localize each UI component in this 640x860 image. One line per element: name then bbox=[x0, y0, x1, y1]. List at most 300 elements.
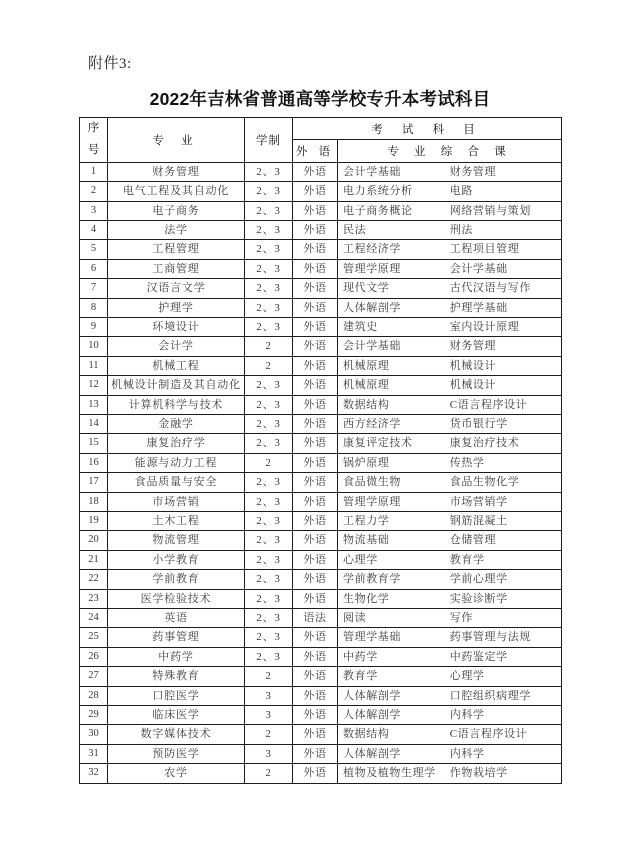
table-row bbox=[80, 240, 562, 259]
cell-sequence: 3 bbox=[80, 201, 108, 220]
cell-foreign-language: 外语 bbox=[293, 647, 338, 666]
cell-comprehensive bbox=[338, 356, 562, 375]
table-row bbox=[80, 667, 562, 686]
table-row bbox=[80, 744, 562, 763]
comprehensive-subject-1: 会计学基础 bbox=[343, 340, 401, 353]
comprehensive-subjects bbox=[338, 163, 561, 181]
comprehensive-subject-2: 食品生物化学 bbox=[449, 476, 520, 489]
cell-major: 中药学 bbox=[108, 647, 245, 666]
cell-major: 机械工程 bbox=[108, 356, 245, 375]
table-header bbox=[80, 118, 562, 163]
comprehensive-subject-1: 机械原理 bbox=[343, 379, 390, 392]
comprehensive-subject-2: 会计学基础 bbox=[449, 262, 508, 275]
cell-comprehensive bbox=[338, 531, 562, 550]
comprehensive-subjects bbox=[338, 473, 561, 491]
column-header-comprehensive: 专 业 综 合 课 bbox=[338, 140, 562, 162]
cell-comprehensive bbox=[338, 376, 562, 395]
cell-system: 2 bbox=[245, 725, 293, 744]
cell-system: 2、3 bbox=[245, 182, 293, 201]
cell-system: 2、3 bbox=[245, 220, 293, 239]
cell-system: 2、3 bbox=[245, 609, 293, 628]
cell-system: 2、3 bbox=[245, 492, 293, 511]
comprehensive-subject-2: 工程项目管理 bbox=[449, 243, 520, 256]
cell-foreign-language: 外语 bbox=[293, 220, 338, 239]
comprehensive-subjects bbox=[338, 202, 561, 220]
cell-major: 英语 bbox=[108, 609, 245, 628]
cell-foreign-language: 外语 bbox=[293, 356, 338, 375]
cell-foreign-language: 外语 bbox=[293, 512, 338, 531]
cell-foreign-language: 外语 bbox=[293, 686, 338, 705]
comprehensive-subject-2: 写作 bbox=[449, 612, 473, 625]
cell-foreign-language: 外语 bbox=[293, 667, 338, 686]
comprehensive-subjects bbox=[338, 609, 561, 627]
comprehensive-subject-2: 财务管理 bbox=[449, 165, 497, 178]
cell-major: 市场营销 bbox=[108, 492, 245, 511]
comprehensive-subject-1: 管理学基础 bbox=[343, 631, 401, 644]
table-row bbox=[80, 279, 562, 298]
cell-foreign-language: 外语 bbox=[293, 706, 338, 725]
cell-comprehensive bbox=[338, 706, 562, 725]
cell-major: 农学 bbox=[108, 764, 245, 783]
cell-major: 数字媒体技术 bbox=[108, 725, 245, 744]
table-row bbox=[80, 220, 562, 239]
cell-foreign-language: 外语 bbox=[293, 414, 338, 433]
cell-sequence: 27 bbox=[80, 667, 108, 686]
comprehensive-subject-1: 建筑史 bbox=[343, 320, 378, 333]
table-row bbox=[80, 259, 562, 278]
cell-comprehensive bbox=[338, 570, 562, 589]
cell-sequence: 5 bbox=[80, 240, 108, 259]
table-row bbox=[80, 725, 562, 744]
cell-sequence: 29 bbox=[80, 706, 108, 725]
table-row bbox=[80, 453, 562, 472]
cell-major: 口腔医学 bbox=[108, 686, 245, 705]
exam-subjects-table-container bbox=[79, 117, 561, 784]
table-row bbox=[80, 201, 562, 220]
table-row bbox=[80, 356, 562, 375]
comprehensive-subjects bbox=[338, 260, 561, 278]
cell-sequence: 12 bbox=[80, 376, 108, 395]
cell-sequence: 17 bbox=[80, 473, 108, 492]
cell-comprehensive bbox=[338, 744, 562, 763]
cell-foreign-language: 外语 bbox=[293, 589, 338, 608]
cell-system: 2、3 bbox=[245, 628, 293, 647]
cell-major: 药事管理 bbox=[108, 628, 245, 647]
comprehensive-subject-1: 数据结构 bbox=[343, 728, 390, 741]
cell-foreign-language: 外语 bbox=[293, 434, 338, 453]
column-header-sequence bbox=[80, 118, 108, 163]
cell-major: 工程管理 bbox=[108, 240, 245, 259]
comprehensive-subjects bbox=[338, 745, 561, 763]
cell-comprehensive bbox=[338, 259, 562, 278]
cell-sequence: 26 bbox=[80, 647, 108, 666]
cell-system: 2 bbox=[245, 356, 293, 375]
table-row bbox=[80, 434, 562, 453]
cell-sequence: 14 bbox=[80, 414, 108, 433]
cell-major: 能源与动力工程 bbox=[108, 453, 245, 472]
cell-major: 食品质量与安全 bbox=[108, 473, 245, 492]
cell-major: 小学教育 bbox=[108, 550, 245, 569]
comprehensive-subject-2: 钢筋混凝土 bbox=[449, 515, 508, 527]
comprehensive-subject-1: 学前教育学 bbox=[343, 573, 401, 586]
comprehensive-subjects bbox=[338, 454, 561, 472]
cell-system: 3 bbox=[245, 706, 293, 725]
cell-comprehensive bbox=[338, 337, 562, 356]
comprehensive-subject-1: 物流基础 bbox=[343, 534, 390, 547]
cell-comprehensive bbox=[338, 492, 562, 511]
cell-major: 计算机科学与技术 bbox=[108, 395, 245, 414]
cell-major: 预防医学 bbox=[108, 744, 245, 763]
comprehensive-subject-1: 工程力学 bbox=[343, 515, 390, 527]
cell-sequence: 1 bbox=[80, 162, 108, 181]
cell-comprehensive bbox=[338, 279, 562, 298]
cell-comprehensive bbox=[338, 764, 562, 783]
sequence-header-char-1: 序 bbox=[87, 122, 100, 134]
cell-comprehensive bbox=[338, 162, 562, 181]
comprehensive-subject-2: 中药鉴定学 bbox=[449, 650, 508, 663]
comprehensive-subject-1: 植物及植物生理学 bbox=[343, 767, 436, 780]
comprehensive-subject-1: 数据结构 bbox=[343, 398, 390, 411]
cell-foreign-language: 外语 bbox=[293, 725, 338, 744]
comprehensive-subject-1: 西方经济学 bbox=[343, 417, 401, 430]
cell-sequence: 32 bbox=[80, 764, 108, 783]
cell-major: 康复治疗学 bbox=[108, 434, 245, 453]
cell-foreign-language: 外语 bbox=[293, 453, 338, 472]
cell-sequence: 24 bbox=[80, 609, 108, 628]
cell-major: 护理学 bbox=[108, 298, 245, 317]
cell-system: 3 bbox=[245, 686, 293, 705]
cell-major: 法学 bbox=[108, 220, 245, 239]
comprehensive-subjects bbox=[338, 628, 561, 646]
cell-foreign-language: 外语 bbox=[293, 317, 338, 336]
comprehensive-subjects bbox=[338, 570, 561, 588]
cell-foreign-language: 外语 bbox=[293, 298, 338, 317]
comprehensive-subject-2: 康复治疗技术 bbox=[449, 437, 520, 450]
comprehensive-subject-1: 人体解剖学 bbox=[343, 689, 401, 702]
table-row bbox=[80, 395, 562, 414]
comprehensive-subject-2: 货币银行学 bbox=[449, 417, 508, 430]
cell-major: 土木工程 bbox=[108, 512, 245, 531]
cell-foreign-language: 语法 bbox=[293, 609, 338, 628]
cell-major: 会计学 bbox=[108, 337, 245, 356]
comprehensive-subject-2: 机械设计 bbox=[449, 379, 497, 392]
cell-comprehensive bbox=[338, 453, 562, 472]
exam-subjects-table bbox=[79, 117, 562, 784]
table-row bbox=[80, 609, 562, 628]
comprehensive-subject-1: 教育学 bbox=[343, 670, 378, 683]
comprehensive-subject-1: 会计学基础 bbox=[343, 165, 401, 178]
comprehensive-subjects bbox=[338, 434, 561, 452]
cell-sequence: 31 bbox=[80, 744, 108, 763]
comprehensive-subject-1: 管理学原理 bbox=[343, 495, 401, 508]
comprehensive-subject-2: C语言程序设计 bbox=[449, 728, 528, 741]
cell-comprehensive bbox=[338, 667, 562, 686]
cell-system: 2 bbox=[245, 764, 293, 783]
cell-comprehensive bbox=[338, 473, 562, 492]
comprehensive-subjects bbox=[338, 648, 561, 666]
cell-foreign-language: 外语 bbox=[293, 376, 338, 395]
cell-system: 2 bbox=[245, 337, 293, 356]
table-row bbox=[80, 764, 562, 783]
comprehensive-subject-2: 学前心理学 bbox=[449, 573, 508, 586]
comprehensive-subject-2: 护理学基础 bbox=[449, 301, 508, 314]
cell-foreign-language: 外语 bbox=[293, 473, 338, 492]
cell-comprehensive bbox=[338, 395, 562, 414]
cell-system: 2、3 bbox=[245, 279, 293, 298]
cell-comprehensive bbox=[338, 512, 562, 531]
cell-system: 2、3 bbox=[245, 395, 293, 414]
cell-sequence: 8 bbox=[80, 298, 108, 317]
cell-sequence: 22 bbox=[80, 570, 108, 589]
cell-system: 2、3 bbox=[245, 240, 293, 259]
cell-comprehensive bbox=[338, 298, 562, 317]
comprehensive-subjects bbox=[338, 590, 561, 608]
cell-system: 2、3 bbox=[245, 259, 293, 278]
column-header-exam-subjects: 考 试 科 目 bbox=[293, 118, 562, 140]
comprehensive-subject-1: 生物化学 bbox=[343, 592, 390, 605]
comprehensive-subjects bbox=[338, 764, 561, 782]
cell-system: 2 bbox=[245, 667, 293, 686]
table-row bbox=[80, 706, 562, 725]
column-header-foreign-language: 外 语 bbox=[293, 140, 338, 162]
cell-sequence: 2 bbox=[80, 182, 108, 201]
cell-comprehensive bbox=[338, 589, 562, 608]
cell-foreign-language: 外语 bbox=[293, 492, 338, 511]
cell-comprehensive bbox=[338, 647, 562, 666]
comprehensive-subject-2: 网络营销与策划 bbox=[449, 204, 531, 217]
comprehensive-subject-1: 人体解剖学 bbox=[343, 301, 401, 314]
comprehensive-subject-1: 食品微生物 bbox=[343, 476, 401, 489]
comprehensive-subjects bbox=[338, 396, 561, 414]
table-row bbox=[80, 162, 562, 181]
comprehensive-subject-2: 刑法 bbox=[449, 223, 473, 236]
comprehensive-subjects bbox=[338, 512, 561, 530]
comprehensive-subjects bbox=[338, 337, 561, 355]
comprehensive-subject-2: 市场营销学 bbox=[449, 495, 508, 508]
comprehensive-subject-1: 管理学原理 bbox=[343, 262, 401, 275]
cell-comprehensive bbox=[338, 550, 562, 569]
comprehensive-subject-1: 中药学 bbox=[343, 650, 378, 663]
cell-foreign-language: 外语 bbox=[293, 279, 338, 298]
table-row bbox=[80, 182, 562, 201]
table-row bbox=[80, 317, 562, 336]
table-row bbox=[80, 492, 562, 511]
cell-major: 物流管理 bbox=[108, 531, 245, 550]
table-body bbox=[80, 162, 562, 783]
comprehensive-subject-1: 康复评定技术 bbox=[343, 437, 413, 450]
sequence-header-char-2: 号 bbox=[87, 143, 100, 156]
cell-sequence: 16 bbox=[80, 453, 108, 472]
comprehensive-subjects bbox=[338, 706, 561, 724]
column-header-system: 学制 bbox=[245, 118, 293, 163]
comprehensive-subjects bbox=[338, 299, 561, 317]
cell-comprehensive bbox=[338, 434, 562, 453]
comprehensive-subjects bbox=[338, 318, 561, 336]
cell-foreign-language: 外语 bbox=[293, 531, 338, 550]
comprehensive-subject-1: 民法 bbox=[343, 223, 367, 236]
cell-sequence: 13 bbox=[80, 395, 108, 414]
page-title: 2022年吉林省普通高等学校专升本考试科目 bbox=[149, 89, 491, 109]
comprehensive-subjects bbox=[338, 531, 561, 549]
cell-major: 财务管理 bbox=[108, 162, 245, 181]
cell-foreign-language: 外语 bbox=[293, 162, 338, 181]
comprehensive-subject-1: 工程经济学 bbox=[343, 243, 401, 256]
cell-system: 2、3 bbox=[245, 414, 293, 433]
comprehensive-subject-1: 人体解剖学 bbox=[343, 709, 401, 722]
cell-sequence: 10 bbox=[80, 337, 108, 356]
table-row bbox=[80, 589, 562, 608]
comprehensive-subjects bbox=[338, 240, 561, 258]
cell-comprehensive bbox=[338, 201, 562, 220]
comprehensive-subject-2: 内科学 bbox=[449, 747, 485, 760]
table-row bbox=[80, 531, 562, 550]
comprehensive-subject-1: 阅读 bbox=[343, 612, 367, 625]
cell-sequence: 25 bbox=[80, 628, 108, 647]
comprehensive-subject-2: 心理学 bbox=[449, 670, 485, 683]
comprehensive-subject-2: 传热学 bbox=[449, 456, 485, 469]
cell-system: 2 bbox=[245, 453, 293, 472]
comprehensive-subject-1: 现代文学 bbox=[343, 282, 390, 295]
comprehensive-subject-1: 机械原理 bbox=[343, 359, 390, 372]
cell-comprehensive bbox=[338, 182, 562, 201]
cell-sequence: 18 bbox=[80, 492, 108, 511]
cell-foreign-language: 外语 bbox=[293, 240, 338, 259]
comprehensive-subject-2: C语言程序设计 bbox=[449, 398, 528, 411]
cell-foreign-language: 外语 bbox=[293, 744, 338, 763]
attachment-label: 附件3: bbox=[88, 56, 132, 72]
comprehensive-subject-2: 内科学 bbox=[449, 709, 485, 722]
comprehensive-subjects bbox=[338, 667, 561, 685]
comprehensive-subject-2: 实验诊断学 bbox=[449, 592, 508, 605]
table-row bbox=[80, 686, 562, 705]
comprehensive-subjects bbox=[338, 551, 561, 569]
cell-system: 2、3 bbox=[245, 434, 293, 453]
cell-comprehensive bbox=[338, 414, 562, 433]
cell-comprehensive bbox=[338, 240, 562, 259]
table-header-row-1 bbox=[80, 118, 562, 140]
cell-comprehensive bbox=[338, 317, 562, 336]
cell-comprehensive bbox=[338, 609, 562, 628]
cell-sequence: 28 bbox=[80, 686, 108, 705]
cell-foreign-language: 外语 bbox=[293, 395, 338, 414]
cell-system: 2、3 bbox=[245, 201, 293, 220]
cell-major: 电子商务 bbox=[108, 201, 245, 220]
comprehensive-subject-2: 机械设计 bbox=[449, 359, 497, 372]
comprehensive-subjects bbox=[338, 725, 561, 743]
cell-major: 金融学 bbox=[108, 414, 245, 433]
cell-foreign-language: 外语 bbox=[293, 764, 338, 783]
cell-foreign-language: 外语 bbox=[293, 201, 338, 220]
cell-sequence: 15 bbox=[80, 434, 108, 453]
table-row bbox=[80, 414, 562, 433]
cell-major: 电气工程及其自动化 bbox=[108, 182, 245, 201]
comprehensive-subject-2: 口腔组织病理学 bbox=[449, 689, 531, 702]
table-row bbox=[80, 298, 562, 317]
cell-system: 2、3 bbox=[245, 376, 293, 395]
cell-major: 工商管理 bbox=[108, 259, 245, 278]
cell-system: 2、3 bbox=[245, 647, 293, 666]
cell-sequence: 7 bbox=[80, 279, 108, 298]
comprehensive-subject-2: 教育学 bbox=[449, 553, 485, 566]
cell-foreign-language: 外语 bbox=[293, 182, 338, 201]
table-row bbox=[80, 628, 562, 647]
cell-system: 2、3 bbox=[245, 473, 293, 492]
cell-foreign-language: 外语 bbox=[293, 550, 338, 569]
cell-system: 2、3 bbox=[245, 162, 293, 181]
table-row bbox=[80, 337, 562, 356]
column-header-major: 专 业 bbox=[108, 118, 245, 163]
table-row bbox=[80, 647, 562, 666]
cell-major: 机械设计制造及其自动化 bbox=[108, 376, 245, 395]
comprehensive-subjects bbox=[338, 279, 561, 297]
comprehensive-subject-2: 室内设计原理 bbox=[449, 320, 520, 333]
cell-system: 2、3 bbox=[245, 570, 293, 589]
comprehensive-subject-2: 药事管理与法规 bbox=[449, 631, 531, 644]
cell-comprehensive bbox=[338, 628, 562, 647]
cell-sequence: 23 bbox=[80, 589, 108, 608]
cell-major: 学前教育 bbox=[108, 570, 245, 589]
cell-system: 2、3 bbox=[245, 317, 293, 336]
comprehensive-subject-2: 仓储管理 bbox=[449, 534, 497, 547]
cell-system: 3 bbox=[245, 744, 293, 763]
cell-sequence: 21 bbox=[80, 550, 108, 569]
comprehensive-subject-2: 财务管理 bbox=[449, 340, 497, 353]
table-row bbox=[80, 512, 562, 531]
cell-comprehensive bbox=[338, 725, 562, 744]
comprehensive-subject-2: 古代汉语与写作 bbox=[449, 282, 531, 295]
table-row bbox=[80, 570, 562, 589]
cell-comprehensive bbox=[338, 686, 562, 705]
comprehensive-subjects bbox=[338, 493, 561, 511]
comprehensive-subjects bbox=[338, 415, 561, 433]
cell-system: 2、3 bbox=[245, 550, 293, 569]
comprehensive-subject-1: 心理学 bbox=[343, 553, 378, 566]
cell-system: 2、3 bbox=[245, 589, 293, 608]
table-row bbox=[80, 473, 562, 492]
cell-system: 2、3 bbox=[245, 512, 293, 531]
comprehensive-subject-1: 电子商务概论 bbox=[343, 204, 413, 217]
cell-foreign-language: 外语 bbox=[293, 628, 338, 647]
cell-system: 2、3 bbox=[245, 531, 293, 550]
cell-system: 2、3 bbox=[245, 298, 293, 317]
comprehensive-subjects bbox=[338, 182, 561, 200]
cell-major: 特殊教育 bbox=[108, 667, 245, 686]
cell-major: 临床医学 bbox=[108, 706, 245, 725]
comprehensive-subject-2: 作物栽培学 bbox=[449, 767, 508, 780]
cell-major: 环境设计 bbox=[108, 317, 245, 336]
comprehensive-subject-2: 电路 bbox=[449, 185, 473, 198]
comprehensive-subject-1: 电力系统分析 bbox=[343, 185, 413, 198]
cell-foreign-language: 外语 bbox=[293, 259, 338, 278]
comprehensive-subjects bbox=[338, 376, 561, 394]
comprehensive-subject-1: 人体解剖学 bbox=[343, 747, 401, 760]
cell-sequence: 20 bbox=[80, 531, 108, 550]
comprehensive-subjects bbox=[338, 221, 561, 239]
cell-sequence: 19 bbox=[80, 512, 108, 531]
cell-sequence: 6 bbox=[80, 259, 108, 278]
table-row bbox=[80, 376, 562, 395]
cell-foreign-language: 外语 bbox=[293, 570, 338, 589]
cell-major: 汉语言文学 bbox=[108, 279, 245, 298]
cell-foreign-language: 外语 bbox=[293, 337, 338, 356]
comprehensive-subject-1: 锅炉原理 bbox=[343, 456, 390, 469]
cell-sequence: 4 bbox=[80, 220, 108, 239]
comprehensive-subjects bbox=[338, 687, 561, 705]
cell-sequence: 11 bbox=[80, 356, 108, 375]
cell-sequence: 30 bbox=[80, 725, 108, 744]
table-row bbox=[80, 550, 562, 569]
cell-comprehensive bbox=[338, 220, 562, 239]
